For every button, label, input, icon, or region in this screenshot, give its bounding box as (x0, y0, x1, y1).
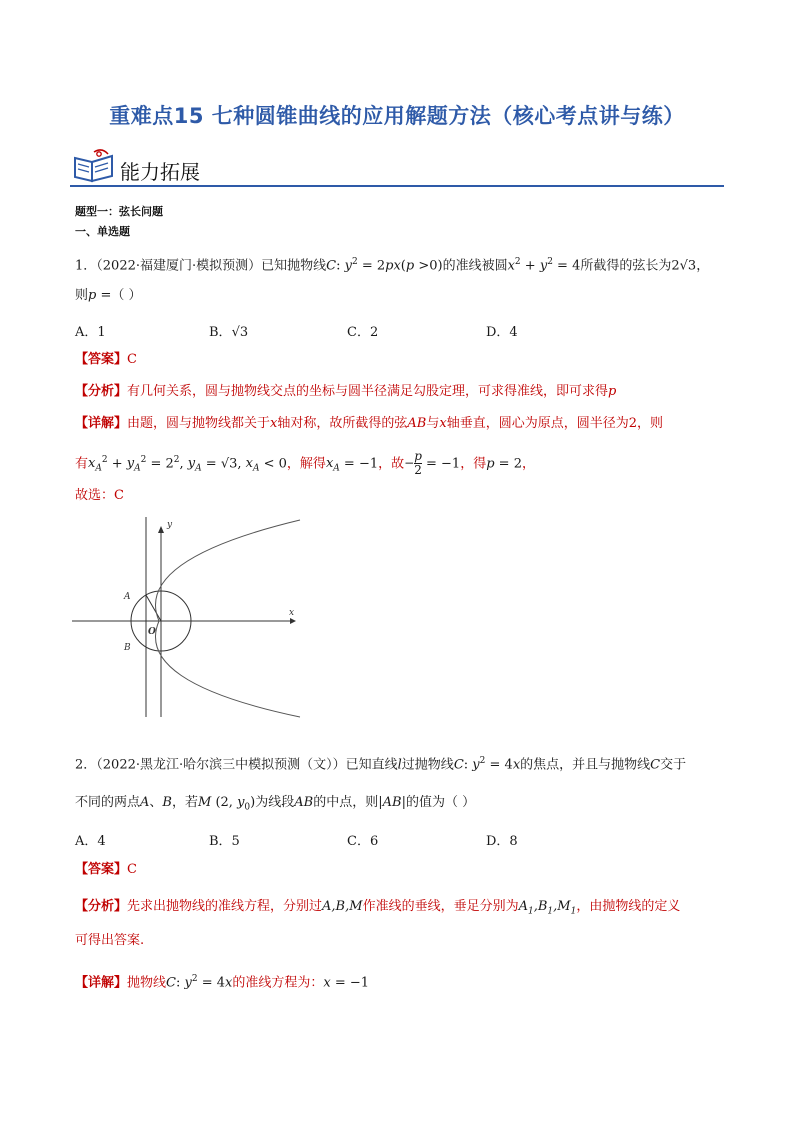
q2-answer (75, 860, 137, 880)
q2-directrix-eq: x (323, 975, 331, 991)
detail-x-var: x (270, 416, 278, 431)
detail2-result: p (486, 456, 495, 472)
q2-stem2-text-d: 为线段 (255, 795, 295, 810)
q2-detail-tag: 【详解】 (75, 975, 128, 991)
q1-option-c: C．2 (347, 325, 379, 340)
q2-analysis-text-a: 先求出抛物线的准线方程，分别过 (127, 899, 323, 914)
section-banner (70, 148, 724, 190)
detail2-eq2: $x_A$ (325, 456, 340, 474)
banner-label: 能力拓展 (120, 160, 200, 184)
answer-value: C (127, 352, 137, 367)
q1-stem-text-d: ， (696, 258, 710, 274)
q1-option-b: B．√3 (209, 325, 249, 340)
q2-c-var: C (650, 757, 661, 773)
y-axis-arrow (158, 526, 164, 533)
q2-stem-text-d: 交于 (660, 757, 687, 773)
q1-option-a: A．1 (75, 325, 106, 340)
q1-stem-text-c: 所截得的弦长为 (580, 258, 672, 274)
origin-label: O (148, 627, 156, 637)
q2-ab-abs: AB (382, 795, 402, 810)
q2-points-abm: A,B,M (322, 899, 363, 914)
x-axis-label: x (289, 608, 295, 618)
q1-circle-formula: x (507, 258, 515, 274)
q2-detail: 【详解】抛物线C: $y^2 = 4x$的准线方程为：x = −1 (75, 974, 370, 991)
q2-option-c: C．6 (347, 834, 379, 849)
q1-parabola-formula: C (326, 258, 337, 274)
q1-stem-line1: 1．（2022·福建厦门·模拟预测）已知抛物线C: $y^2 = 2px(p >0)$的准线被圆$x^2 + y^2 = 4$所截得的弦长为2√3， (75, 257, 710, 274)
q2-stem-text-a: 2．（2022·黑龙江·哈尔滨三中模拟预测（文））已知直线 (75, 757, 398, 773)
q2-ab-var: AB (294, 795, 314, 810)
q2-line-l: l (397, 757, 402, 773)
q2-analysis-line1 (75, 897, 680, 922)
q2-stem2-text-a: 不同的两点 (75, 795, 141, 810)
q2-option-b: B．5 (209, 834, 240, 849)
q2-answer-value: C (127, 862, 137, 877)
q2-stem2-text-c: ，若 (171, 795, 198, 810)
book-icon (72, 148, 116, 184)
detail2-text-d: ，得 (460, 456, 487, 472)
detail2-eq1: $x_A$ (88, 456, 102, 474)
q2-detail-text-a: 抛物线 (127, 975, 167, 991)
point-a-label: A (124, 592, 131, 602)
q1-figure (68, 515, 308, 720)
q2-detail-text-b: 的准线方程为： (232, 975, 324, 991)
detail2-frac: − $\frac{p}{2}$ (404, 449, 422, 478)
q2-analysis-text-b: 作准线的垂线，垂足分别为 (362, 899, 519, 914)
q2-analysis-tag: 【分析】 (75, 899, 128, 914)
detail-ab-var: AB (407, 416, 427, 431)
detail2-text-b: ，解得 (286, 456, 326, 472)
analysis-text: 有几何关系，圆与抛物线交点的坐标与圆半径满足勾股定理，可求得准线，即可求得 (127, 384, 609, 399)
detail-tag: 【详解】 (75, 416, 128, 431)
q1-detail-line2: 有$x_A^2 + y_A^2 = 2^2$, $y_A = √3$, $x_A < 0$，解得$x_A = -1$，故− $\frac{p}{2}$ = −1，得p = 2， (75, 449, 535, 478)
detail-radius: 2 (628, 416, 637, 431)
q1-choose: 故选：C (75, 488, 124, 503)
q2-stem2-text-f: 的值为（ ） (405, 795, 476, 810)
q1-detail-line1 (75, 414, 663, 434)
q2-analysis-line2: 可得出答案. (75, 933, 145, 948)
radius-line (146, 595, 161, 621)
detail-text-a: 由题，圆与抛物线都关于 (127, 416, 271, 431)
detail2-text-c: ，故 (378, 456, 405, 472)
q2-option-d: D．8 (486, 834, 518, 849)
q1-option-b-label: B． (209, 325, 232, 340)
point-b-label: B (124, 643, 131, 653)
q2-stem-text-b: 过抛物线 (401, 757, 454, 773)
detail-text-d: 轴垂直，圆心为原点，圆半径为 (446, 416, 629, 431)
analysis-tag: 【分析】 (75, 384, 128, 399)
question-type-heading: 题型一：弦长问题 (75, 205, 163, 218)
q2-answer-tag: 【答案】 (75, 862, 128, 877)
detail-text-b: 轴对称，故所截得的弦 (277, 416, 408, 431)
q2-stem-text-c: 的焦点，并且与抛物线 (520, 757, 651, 773)
q2-detail-formula: C (166, 975, 176, 991)
question-subtype-heading: 一、单选题 (75, 225, 130, 238)
answer-tag: 【答案】 (75, 352, 128, 367)
q2-stem2-text-e: 的中点，则 (313, 795, 379, 810)
q2-a-var: A (140, 795, 150, 810)
banner-rule (70, 185, 724, 187)
q1-answer (75, 350, 137, 370)
q2-stem-line2: 不同的两点A、B，若M (2, $y_0$)为线段AB的中点，则|AB|的值为（ ） (75, 795, 476, 813)
q2-stem2-text-b: 、 (149, 795, 163, 810)
q2-stem-line1: 2．（2022·黑龙江·哈尔滨三中模拟预测（文））已知直线l过抛物线C: $y^2 = 4x$的焦点，并且与抛物线C交于 (75, 756, 687, 773)
q1-chord-length: 2√3 (671, 258, 697, 274)
detail2-text-e: ， (521, 456, 535, 472)
page-title: 重难点15 七种圆锥曲线的应用解题方法（核心考点讲与练） (109, 104, 685, 128)
q2-analysis-text-c: ，由抛物线的定义 (576, 899, 681, 914)
q1-stem-text: 1．（2022·福建厦门·模拟预测）已知抛物线 (75, 258, 327, 274)
x-axis-arrow (290, 618, 296, 624)
q1-analysis (75, 382, 616, 402)
detail-text-e: ，则 (637, 416, 664, 431)
q1-stem-text-e: 则 (75, 288, 89, 303)
q1-option-d: D．4 (486, 325, 518, 340)
detail2-text-a: 有 (75, 456, 89, 472)
detail-text-c: 与 (426, 416, 440, 431)
analysis-p-var: p (608, 384, 617, 399)
q2-feet-points: $A_1,B_1,M_1$ (518, 899, 577, 917)
q1-stem-line2: 则p =（ ） (75, 288, 142, 303)
q2-parabola-formula: C (453, 757, 464, 773)
detail-x-var-2: x (439, 416, 447, 431)
y-axis-label: y (167, 520, 173, 530)
q2-b-var: B (162, 795, 172, 810)
q1-stem-text-b: 的准线被圆 (442, 258, 508, 274)
parabola-curve (155, 520, 300, 717)
q1-p-var: p (88, 288, 97, 303)
q2-midpoint: M (198, 795, 212, 810)
q2-option-a: A．4 (75, 834, 106, 849)
q1-stem-text-f: （ ） (111, 288, 142, 303)
